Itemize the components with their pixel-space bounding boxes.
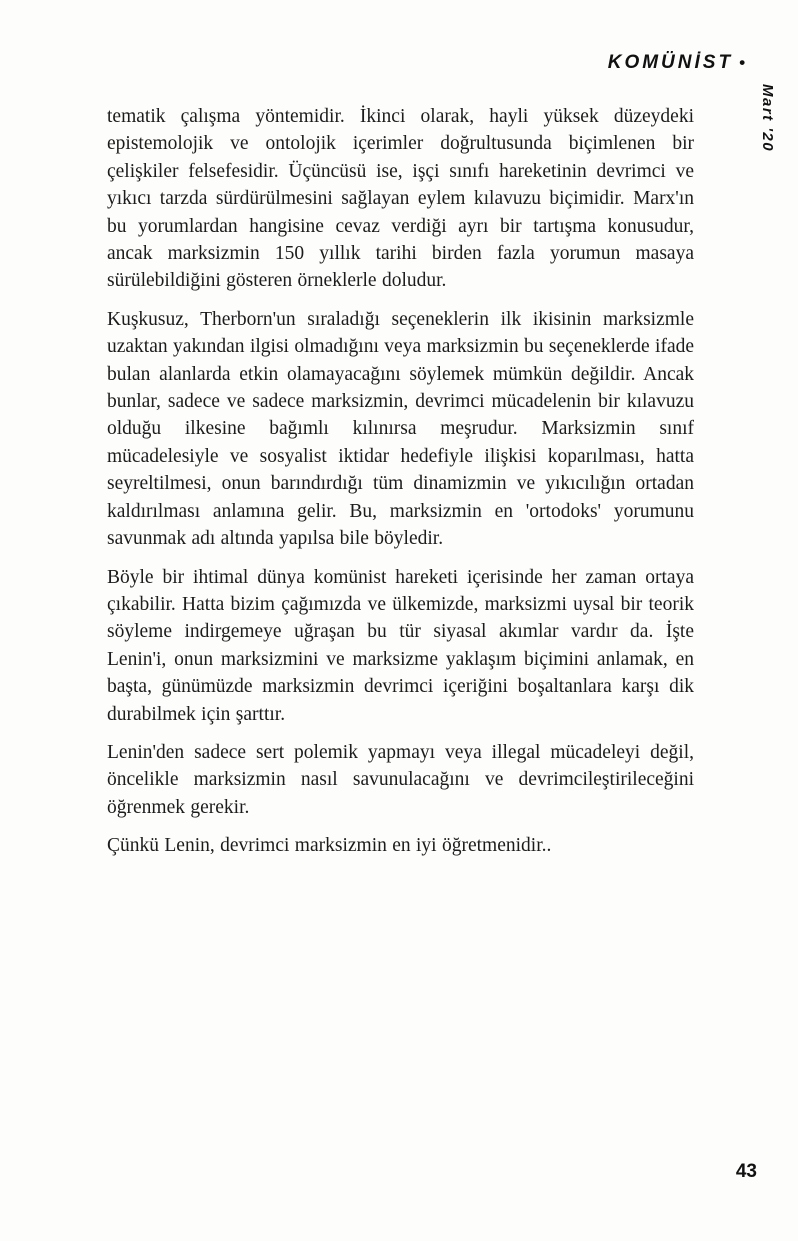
journal-title: KOMÜNİST [607,52,734,73]
body-paragraph: Kuşkusuz, Therborn'un sıraladığı seçeneklerin ilk ikisinin marksizmle uzaktan yakından ilgisi olmadığını veya marksizmin bu seçeneklerde ifade bulan alanlarda etkin olamayacağını söylemek mümkün değildir. Ancak bunlar, sadece ve sadece marksizmin, devrimci mücadelenin bir kılavuzu olduğu ilkesine bağımlı kılınırsa meşrudur. Marksizmin sınıf mücadelesiyle ve sosyalist iktidar hedefiyle ilişkisi koparılması, hatta seyreltilmesi, onun barındırdığı tüm dinamizmin ve yıkıcılığın ortadan kaldırılması anlamına gelir. Bu, marksizmin en 'ortodoks' yorumunu savunmak adı altında yapılsa bile böyledir. [107,308,694,550]
body-paragraph: Çünkü Lenin, devrimci marksizmin en iyi öğretmenidir.. [107,835,552,857]
journal-header [608,52,745,74]
page-number: 43 [735,1161,757,1182]
body-paragraph: Lenin'den sadece sert polemik yapmayı veya illegal mücadeleyi değil, öncelikle marksizmin nasıl savunulacağını ve devrimcileştirileceğini öğrenmek gerekir. [107,741,694,818]
bullet-separator: • [739,53,745,72]
issue-date: Mart '20 [759,84,776,153]
body-paragraph: Böyle bir ihtimal dünya komünist hareketi içerisinde her zaman ortaya çıkabilir. Hatta bizim çağımızda ve ülkemizde, marksizmi uysal bir teorik söyleme indirgemeye uğraşan bu tür siyasal akımlar vardır da. İşte Lenin'i, onun marksizmini ve marksizme yaklaşım biçimini anlamak, en başta, günümüzde marksizmin devrimci içeriğini boşaltanlara karşı dik durabilmek için şarttır. [107,566,694,725]
body-paragraph: tematik çalışma yöntemidir. İkinci olarak, hayli yüksek düzeydeki epistemolojik ve ontolojik içerimler doğrultusunda biçimlenen bir çelişkiler felsefesidir. Üçüncüsü ise, işçi sınıfı hareketinin devrimci ve yıkıcı tarzda sürdürülmesini sağlayan eylem kılavuzu biçimidir. Marx'ın bu yorumlardan hangisine cevaz verdiği ayrı bir tartışma konusudur, ancak marksizmin 150 yıllık tarihi birden fazla yorumun masaya sürülebildiğini gösteren örneklerle doludur. [107,106,694,292]
article-body [107,103,694,871]
